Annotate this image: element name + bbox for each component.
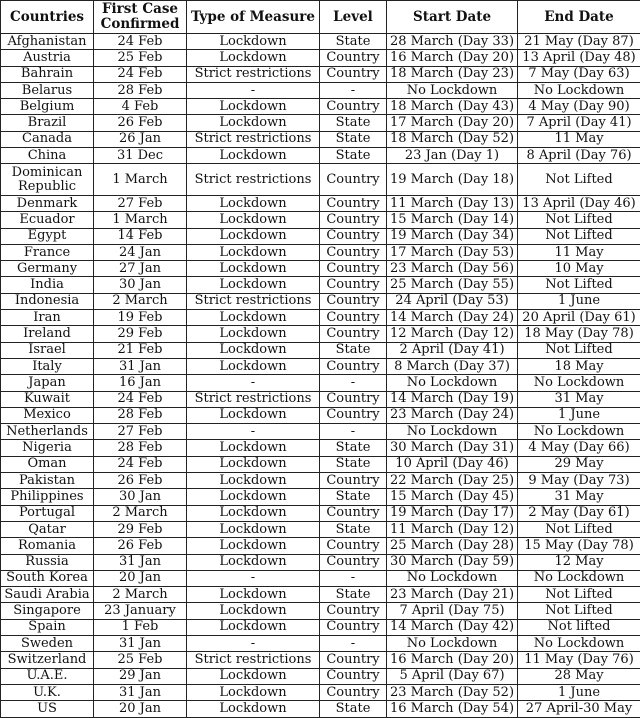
cell-start-date: 18 March (Day 23)	[387, 66, 518, 82]
cell-start-date: 23 March (Day 56)	[387, 261, 518, 277]
cell-end-date: Not Lifted	[518, 164, 640, 196]
cell-end-date: 13 April (Day 46)	[518, 195, 640, 211]
cell-country: Romania	[1, 538, 94, 554]
cell-end-date: 21 May (Day 87)	[518, 34, 640, 50]
cell-country: U.A.E.	[1, 668, 94, 684]
cell-end-date: 20 April (Day 61)	[518, 310, 640, 326]
table-row	[1, 164, 640, 196]
cell-first-case: 30 Jan	[94, 489, 187, 505]
cell-level: Country	[320, 407, 387, 423]
cell-country: Ireland	[1, 326, 94, 342]
cell-start-date: 23 Jan (Day 1)	[387, 148, 518, 164]
cell-country: Russia	[1, 554, 94, 570]
table-row	[1, 701, 640, 718]
cell-measure: Lockdown	[187, 587, 320, 603]
table-row	[1, 603, 640, 619]
cell-measure: Lockdown	[187, 195, 320, 211]
cell-country: Oman	[1, 456, 94, 472]
cell-first-case: 26 Jan	[94, 131, 187, 147]
table-row	[1, 99, 640, 115]
cell-level: Country	[320, 212, 387, 228]
cell-first-case: 31 Dec	[94, 148, 187, 164]
cell-country: Portugal	[1, 505, 94, 521]
cell-level: Country	[320, 66, 387, 82]
cell-country: Indonesia	[1, 293, 94, 309]
cell-level: State	[320, 115, 387, 131]
cell-start-date: 16 March (Day 20)	[387, 50, 518, 66]
cell-level: Country	[320, 538, 387, 554]
cell-end-date: No Lockdown	[518, 424, 640, 440]
cell-level: Country	[320, 358, 387, 374]
cell-level: Country	[320, 50, 387, 66]
cell-start-date: No Lockdown	[387, 570, 518, 586]
cell-measure: Lockdown	[187, 310, 320, 326]
cell-level: State	[320, 521, 387, 537]
cell-start-date: 19 March (Day 34)	[387, 228, 518, 244]
cell-end-date: 9 May (Day 73)	[518, 473, 640, 489]
cell-measure: Lockdown	[187, 456, 320, 472]
cell-country: Kuwait	[1, 391, 94, 407]
cell-first-case: 26 Feb	[94, 115, 187, 131]
cell-end-date: 1 June	[518, 293, 640, 309]
table-row	[1, 521, 640, 537]
table-row	[1, 115, 640, 131]
cell-level: Country	[320, 164, 387, 196]
cell-country: Sweden	[1, 635, 94, 651]
cell-measure: Lockdown	[187, 538, 320, 554]
cell-end-date: 11 May (Day 76)	[518, 652, 640, 668]
cell-measure: Lockdown	[187, 277, 320, 293]
cell-measure: Strict restrictions	[187, 652, 320, 668]
cell-country: Iran	[1, 310, 94, 326]
cell-first-case: 31 Jan	[94, 358, 187, 374]
cell-end-date: Not Lifted	[518, 228, 640, 244]
cell-first-case: 27 Feb	[94, 424, 187, 440]
cell-level: Country	[320, 554, 387, 570]
cell-first-case: 31 Jan	[94, 554, 187, 570]
cell-measure: Lockdown	[187, 407, 320, 423]
table-row	[1, 424, 640, 440]
cell-first-case: 25 Feb	[94, 50, 187, 66]
cell-level: Country	[320, 505, 387, 521]
cell-start-date: No Lockdown	[387, 424, 518, 440]
cell-first-case: 26 Feb	[94, 538, 187, 554]
header-level: Level	[320, 1, 387, 34]
cell-end-date: 12 May	[518, 554, 640, 570]
cell-start-date: No Lockdown	[387, 635, 518, 651]
cell-first-case: 27 Jan	[94, 261, 187, 277]
cell-start-date: 10 April (Day 46)	[387, 456, 518, 472]
cell-country: Mexico	[1, 407, 94, 423]
cell-country: US	[1, 701, 94, 718]
cell-level: Country	[320, 473, 387, 489]
cell-country: Austria	[1, 50, 94, 66]
cell-level: Country	[320, 603, 387, 619]
table-row	[1, 375, 640, 391]
cell-end-date: 18 May (Day 78)	[518, 326, 640, 342]
cell-first-case: 2 March	[94, 587, 187, 603]
cell-end-date: 31 May	[518, 489, 640, 505]
cell-level: Country	[320, 195, 387, 211]
cell-end-date: 11 May	[518, 131, 640, 147]
table-row	[1, 148, 640, 164]
cell-first-case: 1 March	[94, 164, 187, 196]
header-start-date: Start Date	[387, 1, 518, 34]
cell-level: State	[320, 148, 387, 164]
cell-country: Netherlands	[1, 424, 94, 440]
cell-level: Country	[320, 684, 387, 700]
cell-measure: Lockdown	[187, 358, 320, 374]
cell-country: India	[1, 277, 94, 293]
cell-country: Brazil	[1, 115, 94, 131]
cell-level: Country	[320, 310, 387, 326]
cell-measure: Strict restrictions	[187, 391, 320, 407]
cell-level: Country	[320, 261, 387, 277]
table-row	[1, 310, 640, 326]
cell-level: -	[320, 375, 387, 391]
cell-measure: Strict restrictions	[187, 131, 320, 147]
cell-start-date: 5 April (Day 67)	[387, 668, 518, 684]
cell-country: South Korea	[1, 570, 94, 586]
cell-first-case: 1 Feb	[94, 619, 187, 635]
cell-country: Afghanistan	[1, 34, 94, 50]
cell-country: Qatar	[1, 521, 94, 537]
cell-first-case: 28 Feb	[94, 82, 187, 98]
cell-measure: Lockdown	[187, 668, 320, 684]
header-row	[1, 1, 640, 34]
cell-start-date: 14 March (Day 24)	[387, 310, 518, 326]
cell-end-date: 28 May	[518, 668, 640, 684]
cell-start-date: 8 March (Day 37)	[387, 358, 518, 374]
table-row	[1, 570, 640, 586]
table-row	[1, 82, 640, 98]
cell-first-case: 31 Jan	[94, 635, 187, 651]
cell-first-case: 20 Jan	[94, 701, 187, 718]
cell-first-case: 26 Feb	[94, 473, 187, 489]
cell-measure: Lockdown	[187, 212, 320, 228]
cell-end-date: Not Lifted	[518, 277, 640, 293]
cell-end-date: No Lockdown	[518, 82, 640, 98]
table-row	[1, 293, 640, 309]
table-row	[1, 195, 640, 211]
cell-country: Philippines	[1, 489, 94, 505]
cell-measure: Lockdown	[187, 684, 320, 700]
cell-end-date: Not Lifted	[518, 342, 640, 358]
cell-start-date: 30 March (Day 31)	[387, 440, 518, 456]
cell-first-case: 31 Jan	[94, 684, 187, 700]
header-countries: Countries	[1, 1, 94, 34]
cell-first-case: 24 Jan	[94, 244, 187, 260]
cell-start-date: 12 March (Day 12)	[387, 326, 518, 342]
cell-end-date: No Lockdown	[518, 375, 640, 391]
cell-country: U.K.	[1, 684, 94, 700]
cell-end-date: No Lockdown	[518, 570, 640, 586]
table-row	[1, 684, 640, 700]
cell-country: Israel	[1, 342, 94, 358]
cell-first-case: 16 Jan	[94, 375, 187, 391]
cell-level: State	[320, 440, 387, 456]
table-row	[1, 587, 640, 603]
cell-country: Switzerland	[1, 652, 94, 668]
cell-start-date: 14 March (Day 19)	[387, 391, 518, 407]
cell-start-date: 17 March (Day 53)	[387, 244, 518, 260]
cell-level: Country	[320, 293, 387, 309]
cell-first-case: 24 Feb	[94, 34, 187, 50]
cell-first-case: 1 March	[94, 212, 187, 228]
cell-end-date: 11 May	[518, 244, 640, 260]
table-row	[1, 66, 640, 82]
cell-start-date: No Lockdown	[387, 375, 518, 391]
cell-first-case: 2 March	[94, 505, 187, 521]
cell-start-date: 19 March (Day 18)	[387, 164, 518, 196]
cell-end-date: 31 May	[518, 391, 640, 407]
cell-start-date: 7 April (Day 75)	[387, 603, 518, 619]
cell-first-case: 21 Feb	[94, 342, 187, 358]
cell-first-case: 30 Jan	[94, 277, 187, 293]
cell-end-date: 4 May (Day 66)	[518, 440, 640, 456]
cell-measure: -	[187, 82, 320, 98]
cell-country: Spain	[1, 619, 94, 635]
cell-measure: Lockdown	[187, 228, 320, 244]
cell-level: State	[320, 489, 387, 505]
cell-end-date: 18 May	[518, 358, 640, 374]
cell-start-date: 15 March (Day 45)	[387, 489, 518, 505]
cell-end-date: 27 April-30 May	[518, 701, 640, 718]
cell-first-case: 4 Feb	[94, 99, 187, 115]
table-row	[1, 261, 640, 277]
cell-measure: Lockdown	[187, 148, 320, 164]
table-row	[1, 456, 640, 472]
cell-measure: Strict restrictions	[187, 66, 320, 82]
cell-end-date: 10 May	[518, 261, 640, 277]
cell-first-case: 25 Feb	[94, 652, 187, 668]
cell-start-date: 15 March (Day 14)	[387, 212, 518, 228]
cell-end-date: Not Lifted	[518, 603, 640, 619]
cell-measure: Lockdown	[187, 505, 320, 521]
cell-first-case: 24 Feb	[94, 391, 187, 407]
table-row	[1, 326, 640, 342]
cell-country: Japan	[1, 375, 94, 391]
cell-start-date: 25 March (Day 28)	[387, 538, 518, 554]
cell-first-case: 24 Feb	[94, 456, 187, 472]
cell-first-case: 29 Jan	[94, 668, 187, 684]
header-end-date: End Date	[518, 1, 640, 34]
cell-start-date: 18 March (Day 43)	[387, 99, 518, 115]
cell-measure: Lockdown	[187, 99, 320, 115]
cell-start-date: 17 March (Day 20)	[387, 115, 518, 131]
cell-measure: Lockdown	[187, 34, 320, 50]
table-row	[1, 538, 640, 554]
cell-level: State	[320, 587, 387, 603]
cell-start-date: 23 March (Day 52)	[387, 684, 518, 700]
cell-level: -	[320, 424, 387, 440]
cell-start-date: No Lockdown	[387, 82, 518, 98]
table-row	[1, 635, 640, 651]
cell-end-date: 15 May (Day 78)	[518, 538, 640, 554]
cell-level: Country	[320, 652, 387, 668]
cell-country: Denmark	[1, 195, 94, 211]
cell-country: Saudi Arabia	[1, 587, 94, 603]
cell-start-date: 23 March (Day 21)	[387, 587, 518, 603]
cell-measure: Strict restrictions	[187, 164, 320, 196]
cell-level: Country	[320, 326, 387, 342]
cell-country: Dominican Republic	[1, 164, 94, 196]
cell-measure: -	[187, 424, 320, 440]
table-row	[1, 505, 640, 521]
cell-first-case: 2 March	[94, 293, 187, 309]
cell-country: China	[1, 148, 94, 164]
cell-level: Country	[320, 277, 387, 293]
cell-measure: Lockdown	[187, 701, 320, 718]
cell-level: State	[320, 701, 387, 718]
cell-end-date: Not Lifted	[518, 521, 640, 537]
table-row	[1, 554, 640, 570]
cell-country: Pakistan	[1, 473, 94, 489]
cell-level: Country	[320, 391, 387, 407]
header-first-case: First Case Confirmed	[94, 1, 187, 34]
cell-start-date: 19 March (Day 17)	[387, 505, 518, 521]
cell-first-case: 27 Feb	[94, 195, 187, 211]
cell-measure: Lockdown	[187, 554, 320, 570]
cell-measure: Lockdown	[187, 326, 320, 342]
cell-first-case: 19 Feb	[94, 310, 187, 326]
cell-measure: Lockdown	[187, 619, 320, 635]
cell-first-case: 29 Feb	[94, 521, 187, 537]
cell-level: -	[320, 635, 387, 651]
cell-start-date: 11 March (Day 13)	[387, 195, 518, 211]
cell-level: Country	[320, 668, 387, 684]
cell-start-date: 18 March (Day 52)	[387, 131, 518, 147]
cell-end-date: 8 April (Day 76)	[518, 148, 640, 164]
cell-end-date: 4 May (Day 90)	[518, 99, 640, 115]
cell-end-date: No Lockdown	[518, 635, 640, 651]
cell-end-date: Not Lifted	[518, 212, 640, 228]
cell-first-case: 14 Feb	[94, 228, 187, 244]
cell-measure: Lockdown	[187, 489, 320, 505]
cell-measure: -	[187, 570, 320, 586]
cell-country: Bahrain	[1, 66, 94, 82]
cell-measure: Lockdown	[187, 603, 320, 619]
table-row	[1, 342, 640, 358]
cell-level: Country	[320, 99, 387, 115]
cell-start-date: 16 March (Day 20)	[387, 652, 518, 668]
cell-end-date: 7 April (Day 41)	[518, 115, 640, 131]
cell-start-date: 30 March (Day 59)	[387, 554, 518, 570]
cell-country: Singapore	[1, 603, 94, 619]
cell-country: Ecuador	[1, 212, 94, 228]
cell-level: -	[320, 82, 387, 98]
table-row	[1, 277, 640, 293]
cell-level: Country	[320, 228, 387, 244]
cell-start-date: 23 March (Day 24)	[387, 407, 518, 423]
cell-start-date: 14 March (Day 42)	[387, 619, 518, 635]
cell-start-date: 11 March (Day 12)	[387, 521, 518, 537]
cell-end-date: 7 May (Day 63)	[518, 66, 640, 82]
table-row	[1, 668, 640, 684]
cell-measure: Strict restrictions	[187, 293, 320, 309]
cell-end-date: 13 April (Day 48)	[518, 50, 640, 66]
table-row	[1, 358, 640, 374]
cell-level: State	[320, 131, 387, 147]
table-row	[1, 212, 640, 228]
cell-measure: Lockdown	[187, 244, 320, 260]
cell-end-date: Not Lifted	[518, 587, 640, 603]
cell-measure: Lockdown	[187, 473, 320, 489]
cell-end-date: 29 May	[518, 456, 640, 472]
cell-first-case: 23 January	[94, 603, 187, 619]
cell-measure: Lockdown	[187, 342, 320, 358]
table-row	[1, 489, 640, 505]
cell-country: Italy	[1, 358, 94, 374]
cell-first-case: 24 Feb	[94, 66, 187, 82]
cell-level: Country	[320, 619, 387, 635]
cell-measure: Lockdown	[187, 50, 320, 66]
cell-level: -	[320, 570, 387, 586]
cell-start-date: 16 March (Day 54)	[387, 701, 518, 718]
table-row	[1, 652, 640, 668]
table-row	[1, 131, 640, 147]
cell-country: France	[1, 244, 94, 260]
cell-level: Country	[320, 244, 387, 260]
table-row	[1, 244, 640, 260]
table-row	[1, 619, 640, 635]
cell-start-date: 28 March (Day 33)	[387, 34, 518, 50]
cell-country: Belarus	[1, 82, 94, 98]
cell-start-date: 24 April (Day 53)	[387, 293, 518, 309]
cell-country: Germany	[1, 261, 94, 277]
table-row	[1, 391, 640, 407]
cell-country: Egypt	[1, 228, 94, 244]
cell-country: Canada	[1, 131, 94, 147]
cell-measure: Lockdown	[187, 261, 320, 277]
header-measure: Type of Measure	[187, 1, 320, 34]
cell-start-date: 25 March (Day 55)	[387, 277, 518, 293]
cell-measure: Lockdown	[187, 521, 320, 537]
cell-start-date: 2 April (Day 41)	[387, 342, 518, 358]
cell-end-date: 2 May (Day 61)	[518, 505, 640, 521]
cell-country: Belgium	[1, 99, 94, 115]
cell-level: State	[320, 34, 387, 50]
table-row	[1, 440, 640, 456]
cell-end-date: Not lifted	[518, 619, 640, 635]
table-row	[1, 50, 640, 66]
cell-end-date: 1 June	[518, 684, 640, 700]
cell-measure: -	[187, 635, 320, 651]
cell-measure: Lockdown	[187, 440, 320, 456]
cell-first-case: 28 Feb	[94, 440, 187, 456]
cell-first-case: 20 Jan	[94, 570, 187, 586]
table-row	[1, 34, 640, 50]
cell-level: State	[320, 456, 387, 472]
table-row	[1, 407, 640, 423]
cell-first-case: 29 Feb	[94, 326, 187, 342]
cell-first-case: 28 Feb	[94, 407, 187, 423]
table-row	[1, 228, 640, 244]
table-body	[1, 34, 640, 718]
cell-start-date: 22 March (Day 25)	[387, 473, 518, 489]
table-row	[1, 473, 640, 489]
cell-level: State	[320, 342, 387, 358]
cell-measure: Lockdown	[187, 115, 320, 131]
cell-end-date: 1 June	[518, 407, 640, 423]
cell-country: Nigeria	[1, 440, 94, 456]
cell-measure: -	[187, 375, 320, 391]
